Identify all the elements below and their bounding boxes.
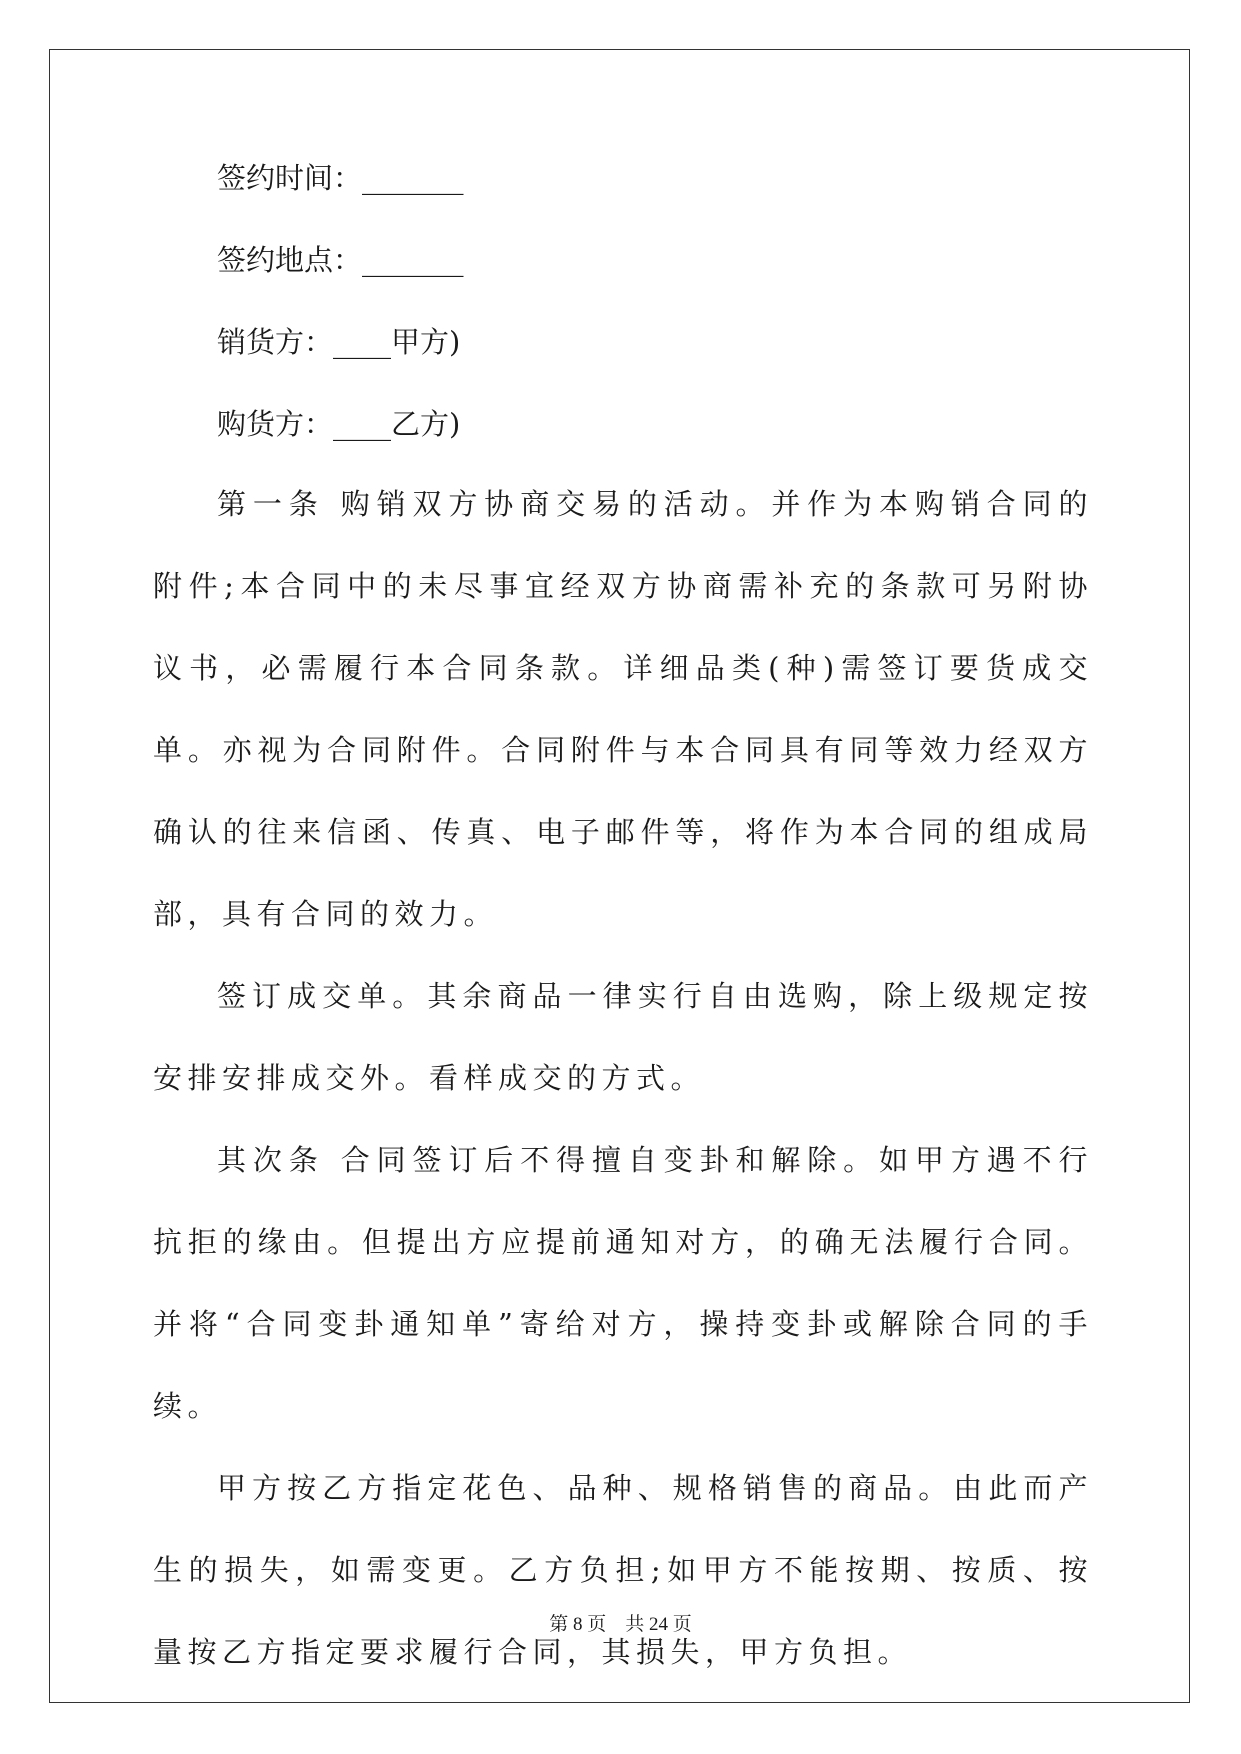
signing-place-line: 签约地点：_______	[217, 243, 464, 277]
buyer-line: 购货方：____乙方)	[217, 407, 461, 441]
seller-line: 销货方：____甲方)	[217, 325, 461, 359]
paragraph-article-2: 其次条 合同签订后不得擅自变卦和解除。如甲方遇不行抗拒的缘由。但提出方应提前通知对方，的确无法履行合同。并将“合同变卦通知单”寄给对方，操持变卦或解除合同的手续。	[153, 1143, 1093, 1423]
paragraph-transaction: 签订成交单。其余商品一律实行自由选购，除上级规定按安排安排成交外。看样成交的方式。	[153, 979, 1093, 1095]
page-number: 第 8 页 共 24 页	[549, 1614, 692, 1635]
document-body	[153, 160, 1093, 1693]
signing-time-line: 签约时间：_______	[217, 161, 464, 195]
paragraph-losses: 甲方按乙方指定花色、品种、规格销售的商品。由此而产生的损失，如需变更。乙方负担;如甲方不能按期、按质、按量按乙方指定要求履行合同，其损失，甲方负担。	[153, 1471, 1093, 1669]
paragraph-article-1: 第一条 购销双方协商交易的活动。并作为本购销合同的附件;本合同中的未尽事宜经双方协商需补充的条款可另附协议书，必需履行本合同条款。详细品类(种)需签订要货成交单。亦视为合同附件。合同附件与本合同具有同等效力经双方确认的往来信函、传真、电子邮件等，将作为本合同的组成局部，具有合同的效力。	[153, 487, 1093, 931]
